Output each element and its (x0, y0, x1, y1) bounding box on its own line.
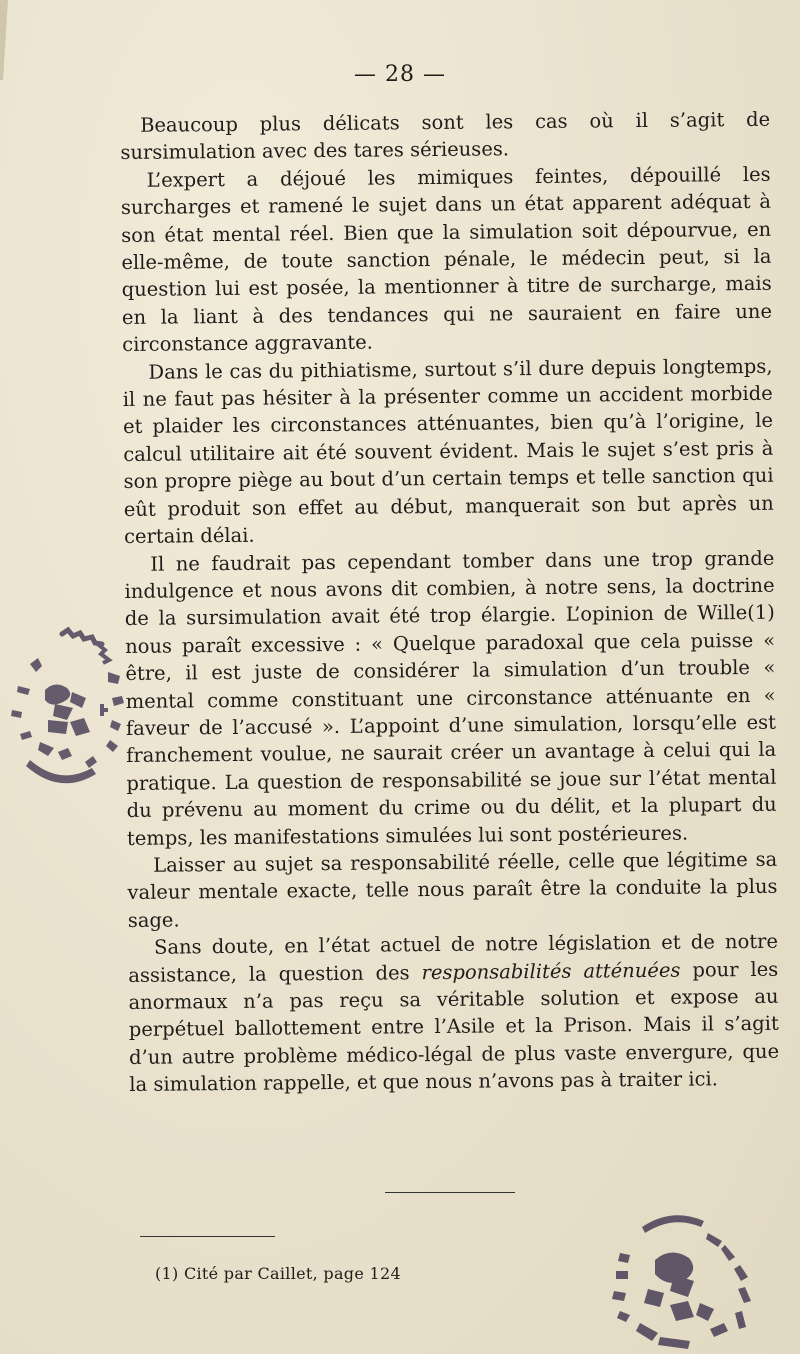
paragraph-2: L’expert a déjoué les mimiques feintes, dépouillé les surcharges et ramené le sujet dans un état apparent adéquat à son état mental réel. Bien que la simulation soit dépourvue, en elle-même, de toute sanction pénale, le médecin peut, si la question lui est posée, la mentionner à titre de surcharge, mais en la liant à des tendances qui ne sauraient en faire une circonstance aggravante. (120, 162, 773, 357)
library-stamp-right (600, 1205, 775, 1354)
left-stamp-text: Bibliothèque de la Faculté de Médecine de Paris (0, 612, 25, 613)
paragraph-3: Dans le cas du pithiatisme, surtout s’il dure depuis longtemps, il ne faut pas hésiter à la présenter comme un accident morbide et plaider les circonstances atténuantes, bien qu’à l’origine, le calcul utilitaire ait été souvent évident. Mais le sujet s’est pris à son propre piège au bout d’un certain temps et telle sanction qui eût produit son effet au début, manquerait son but après un certain délai. (122, 354, 774, 549)
emphasis-responsabilites-attenuees: responsabilités atténuées (421, 958, 681, 984)
paragraph-6 (128, 928, 780, 1099)
paragraph-6-text-before: Sans doute, en l’état actuel de notre législation et de notre assistance, la question des (128, 929, 779, 987)
footnote: (1) Cité par Caillet, page 124 (155, 1264, 401, 1283)
footnote-separator-line (140, 1236, 275, 1237)
section-separator-line (385, 1192, 515, 1193)
paragraph-6-text-after: pour les anormaux n’a pas reçu sa véritable solution et expose au perpétuel ballottement entre l’Asile et la Prison. Mais il s’agit d’un autre problème médico-légal de plus vaste envergure, que la simulation rappelle, et que nous n’avons pas à traiter ici. (128, 957, 780, 1097)
library-stamp-left (0, 612, 150, 797)
body-text (120, 106, 779, 1099)
right-stamp-text: Faculté de Médecine de Paris (600, 1205, 615, 1206)
page-number: — 28 — (354, 62, 446, 87)
paragraph-5: Laisser au sujet sa responsabilité réelle, celle que légitime sa valeur mentale exacte, telle nous paraît être la conduite la plus sage. (127, 847, 778, 932)
paragraph-4: Il ne faudrait pas cependant tomber dans une trop grande indulgence et nous avons dit combien, à notre sens, la doctrine de la sursimulation avait été trop élargie. L’opinion de Wille(1) nous paraît excessive : « Quelque paradoxal que cela puisse « être, il est juste de considérer la simulation d’un trouble « mental comme constituant une circonstance atténuante en « faveur de l’accusé ». L’appoint d’une simulation, lorsqu’elle est franchement voulue, ne saurait créer un avantage à celui qui la pratique. La question de responsabilité se joue sur l’état mental du prévenu au moment du crime ou du délit, et la plupart du temps, les manifestations simulées lui sont postérieures. (124, 546, 777, 850)
paragraph-1: Beaucoup plus délicats sont les cas où il s’agit de sursimulation avec des tares sérieuses. (120, 107, 771, 165)
